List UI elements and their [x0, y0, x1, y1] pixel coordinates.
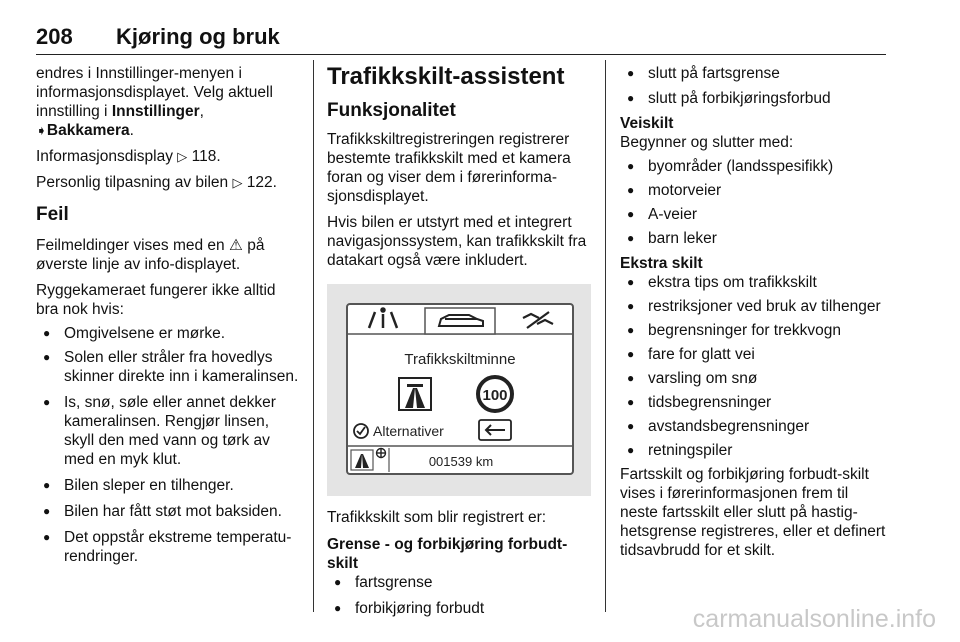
heading-veiskilt: Veiskilt	[620, 115, 674, 132]
list-item: ● forbikjøring forbudt	[327, 599, 589, 618]
section-heading: Trafikkskilt-assistent	[327, 63, 565, 90]
list-item: ● A-veier	[620, 205, 890, 224]
speed-sign-list	[327, 573, 589, 618]
list-item: ● Is, snø, søle eller annet dekker kameralinsen. Rengjør linsen, skyll den med vann og tørk av med en myk klut.	[36, 393, 302, 469]
intro-paragraph: endres i Innstillinger-menyen i informasjonsdisplayet. Velg aktuell innstilling i Innstillinger, ➧Bakkamera.	[36, 65, 273, 139]
road-sign-list	[620, 157, 890, 248]
speed-limit-value: 100	[482, 387, 508, 404]
end-sign-list	[620, 64, 890, 108]
camera-limitation-list	[36, 324, 302, 566]
list-item: ● byområder (landsspesifikk)	[620, 157, 890, 176]
traffic-sign-display-figure	[327, 284, 591, 496]
group-heading: Grense - og forbikjøring forbudt-skilt	[327, 536, 568, 572]
list-item: ● restriksjoner ved bruk av tilhenger	[620, 297, 890, 316]
column-1	[36, 64, 302, 566]
figure-caption: Trafikkskilt som blir registrert er:	[327, 509, 547, 526]
list-item: ● varsling om snø	[620, 369, 890, 388]
camera-limitation-paragraph: Ryggekameraet fungerer ikke alltid bra nok hvis:	[36, 282, 276, 318]
navigation-paragraph: Hvis bilen er utstyrt med et integrert navigasjonssystem, kan trafikkskilt fra datakart også være inkludert.	[327, 214, 587, 269]
feil-paragraph: Feilmeldinger vises med en ⚠ på øverste linje av info-displayet.	[36, 237, 265, 273]
odometer-value: 001539 km	[428, 454, 494, 469]
column-2	[327, 64, 589, 618]
back-arrow-icon[interactable]	[479, 420, 511, 440]
extra-sign-list	[620, 273, 890, 460]
ref-infodisplay[interactable]: Informasjonsdisplay ▷ 118.	[36, 148, 221, 165]
heading-feil: Feil	[36, 204, 69, 225]
display-illustration	[327, 284, 591, 496]
list-item: ● begrensninger for trekkvogn	[620, 321, 890, 340]
column-divider-1	[313, 60, 314, 612]
arrow-right-icon: ➧	[36, 123, 47, 138]
page-ref-icon: ▷	[177, 149, 188, 164]
function-paragraph: Trafikkskiltregistreringen registrerer bestemte trafikkskilt med et kamera foran og viser dem i førerinformasjonsdisplayet.	[327, 131, 571, 205]
list-item: ● Omgivelsene er mørke.	[36, 324, 302, 343]
list-item: ● tidsbegrensninger	[620, 393, 890, 412]
list-item: ● Det oppstår ekstreme temperaturendringer.	[36, 528, 302, 566]
subsection-heading: Funksjonalitet	[327, 100, 456, 121]
section-title: Kjøring og bruk	[116, 24, 280, 49]
list-item: ● motorveier	[620, 181, 890, 200]
page-number: 208	[36, 24, 73, 49]
list-item: ● Bilen har fått støt mot baksiden.	[36, 502, 302, 521]
list-item: ● Solen eller stråler fra hovedlys skinner direkte inn i kameralinsen.	[36, 348, 302, 386]
list-item: ● avstandsbegrensninger	[620, 417, 890, 436]
alternatives-label[interactable]: Alternativer	[373, 423, 444, 439]
list-item: ● slutt på fartsgrense	[620, 64, 890, 83]
navigation-plus-icon	[377, 449, 386, 458]
list-item: ● slutt på forbikjøringsforbud	[620, 89, 890, 108]
page-header	[36, 22, 886, 55]
motorway-sign-icon	[399, 378, 431, 410]
closing-paragraph: Fartsskilt og forbikjøring forbudt-skilt vises i førerinformasjonen frem til neste fartsskilt eller slutt på hastighetsgrense registreres, eller et definert tidsavbrudd for et skilt.	[620, 466, 886, 559]
car-tab-selected	[425, 308, 495, 334]
list-item: ● retningspiler	[620, 441, 890, 460]
list-item: ● fartsgrense	[327, 573, 589, 592]
list-item: ● barn leker	[620, 229, 890, 248]
list-item: ● fare for glatt vei	[620, 345, 890, 364]
ref-personal-settings[interactable]: Personlig tilpasning av bilen ▷ 122.	[36, 174, 277, 191]
list-item: ● ekstra tips om trafikkskilt	[620, 273, 890, 292]
veiskilt-intro: Begynner og slutter med:	[620, 134, 794, 151]
list-item: ● Bilen sleper en tilhenger.	[36, 476, 302, 495]
screen-title: Trafikkskiltminne	[404, 351, 516, 368]
column-3	[620, 64, 890, 560]
page-ref-icon: ▷	[232, 175, 243, 190]
warning-triangle-icon: ⚠	[228, 237, 243, 254]
speed-limit-sign-icon	[478, 377, 512, 411]
watermark-text: carmanualsonline.info	[692, 605, 936, 633]
column-divider-2	[605, 60, 606, 612]
heading-ekstra-skilt: Ekstra skilt	[620, 255, 703, 272]
